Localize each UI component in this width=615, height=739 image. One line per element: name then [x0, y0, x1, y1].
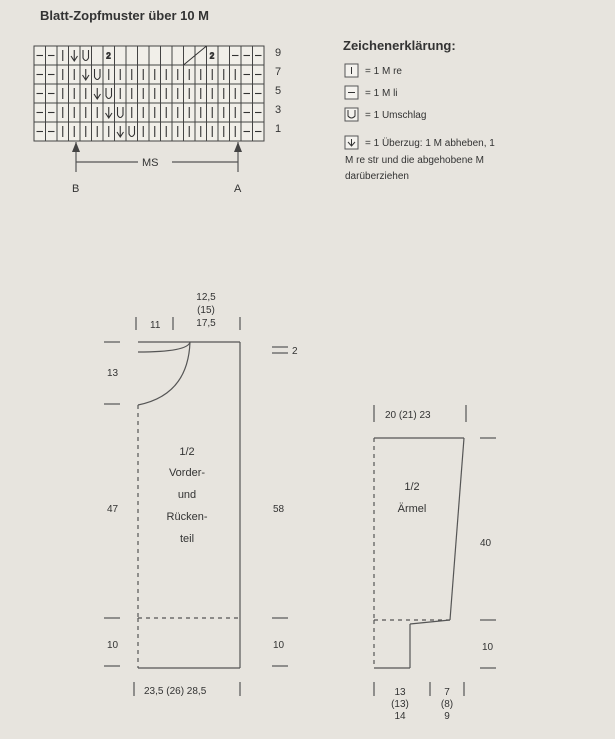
chart-cell	[172, 46, 184, 65]
dim-rib-height: 10	[107, 640, 119, 651]
legend-text: = 1 Umschlag	[365, 110, 427, 121]
dim-sleeve-bottom-left: 13	[394, 687, 406, 698]
chart-cell-mark: 2	[106, 51, 111, 61]
legend-text: = 1 M li	[365, 88, 398, 99]
legend-text: = 1 M re	[365, 66, 402, 77]
body-label: und	[177, 489, 197, 501]
marker-a: A	[234, 183, 242, 195]
ms-label: MS	[142, 157, 159, 169]
arrow-up-icon	[72, 142, 80, 152]
legend-item-slip-over	[345, 136, 495, 182]
body-piece	[104, 292, 298, 697]
sleeve-label: Ärmel	[397, 503, 427, 515]
dim-total-height: 58	[273, 504, 285, 515]
chart-cell	[115, 46, 127, 65]
chart-cell	[103, 84, 115, 103]
sleeve-piece	[374, 405, 496, 722]
dim-neck-width: 11	[150, 320, 161, 331]
dim-sleeve-bottom-right: (8)	[440, 699, 454, 710]
dim-sleeve-bottom-right: 9	[444, 711, 450, 722]
chart-cell	[195, 46, 207, 65]
dim-sleeve-bottom-right: 7	[444, 687, 450, 698]
legend-text: darüberziehen	[345, 171, 409, 182]
repeat-marker	[72, 142, 242, 195]
dim-shoulder-slope: 2	[292, 346, 298, 357]
body-label: Vorder-	[168, 467, 206, 479]
dim-shoulder-width: 17,5	[196, 318, 216, 329]
chart-cell	[218, 46, 230, 65]
chart-cell	[138, 46, 150, 65]
stitch-chart	[34, 46, 264, 141]
legend-item-purl	[345, 86, 398, 99]
chart-row-numbers	[275, 47, 281, 135]
row-number: 3	[275, 104, 282, 116]
chart-cell	[92, 65, 104, 84]
dim-sleeve-top: 20 (21) 23	[385, 410, 431, 421]
row-number: 9	[275, 47, 282, 59]
body-label: 1/2	[179, 446, 195, 458]
chart-cell	[126, 122, 138, 141]
dim-sleeve-bottom-left: 14	[394, 711, 406, 722]
dim-neck-depth: 13	[107, 368, 119, 379]
yarn-over-icon	[345, 108, 358, 121]
page-title: Blatt-Zopfmuster über 10 M	[40, 8, 210, 23]
arrow-up-icon	[234, 142, 242, 152]
dim-shoulder-width: (15)	[197, 305, 215, 316]
dim-sleeve-rib: 10	[482, 642, 494, 653]
chart-cell	[161, 46, 173, 65]
dim-bottom-width: 23,5 (26) 28,5	[144, 686, 207, 697]
row-number: 1	[275, 123, 282, 135]
dim-body-height: 47	[107, 504, 119, 515]
chart-cell	[184, 46, 196, 65]
legend-item-yarn-over	[345, 108, 426, 121]
body-label: Rücken-	[166, 511, 208, 523]
chart-cell-mark: 2	[209, 51, 215, 61]
legend-item-knit	[345, 64, 402, 77]
marker-b: B	[72, 183, 80, 195]
chart-cell	[80, 46, 92, 65]
chart-cell	[92, 46, 104, 65]
dim-rib-height: 10	[273, 640, 285, 651]
dim-sleeve-height: 40	[480, 538, 492, 549]
dim-sleeve-bottom-left: (13)	[391, 699, 409, 710]
dim-shoulder-width: 12,5	[196, 292, 216, 303]
sleeve-label: 1/2	[404, 481, 420, 493]
chart-cell	[149, 46, 161, 65]
row-number: 5	[275, 85, 282, 97]
legend-title: Zeichenerklärung:	[343, 38, 456, 53]
chart-cell	[126, 46, 138, 65]
chart-cell	[115, 103, 127, 122]
body-label: teil	[179, 533, 195, 545]
row-number: 7	[275, 66, 282, 78]
legend-text: M re str und die abgehobene M	[345, 155, 484, 166]
legend-text: = 1 Überzug: 1 M abheben, 1	[365, 138, 495, 149]
